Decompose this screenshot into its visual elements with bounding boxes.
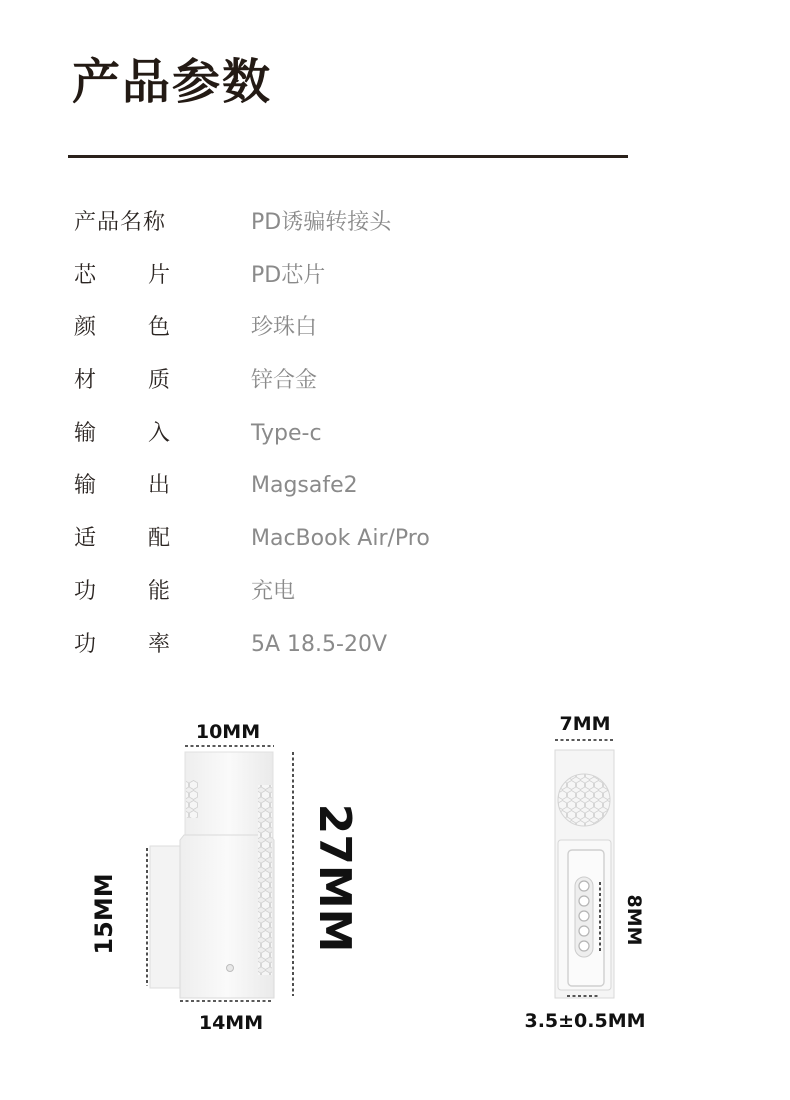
dimension-diagram — [0, 700, 790, 1060]
dim-label-bottom-width: 14MM — [198, 1012, 264, 1034]
spec-value: Magsafe2 — [251, 473, 358, 499]
spec-label — [74, 525, 170, 553]
spec-value: Type-c — [251, 420, 322, 446]
spec-table — [74, 203, 674, 677]
side-view-grip-left — [186, 780, 198, 818]
spec-label-char: 适 — [74, 526, 97, 552]
spec-label — [74, 631, 170, 659]
spec-value: MacBook Air/Pro — [251, 526, 430, 552]
side-view-plug — [150, 846, 184, 988]
spec-value: 珍珠白 — [251, 315, 318, 341]
connector-pin — [579, 941, 589, 951]
spec-row-chip — [74, 256, 674, 309]
dim-label-plug-height: 15MM — [90, 873, 118, 955]
spec-label-char: 输 — [74, 420, 97, 446]
spec-value: PD芯片 — [251, 262, 326, 288]
spec-label-char: 材 — [74, 368, 97, 394]
spec-value: 充电 — [251, 578, 296, 604]
spec-label-char: 输 — [74, 473, 97, 499]
spec-label — [74, 472, 170, 500]
spec-row-product-name — [74, 203, 674, 256]
dim-label-height: 27MM — [309, 803, 360, 953]
spec-label-char: 色 — [147, 315, 170, 341]
spec-label-char: 率 — [147, 631, 170, 657]
dim-label-front-width: 7MM — [559, 713, 611, 735]
spec-label-char: 片 — [147, 262, 170, 288]
front-view-adapter — [555, 750, 614, 998]
spec-label-char: 质 — [147, 368, 170, 394]
spec-label — [74, 314, 170, 342]
spec-label — [74, 367, 170, 395]
spec-label-char: 能 — [147, 578, 170, 604]
page-title: 产品参数 — [72, 54, 273, 110]
connector-pin — [579, 881, 589, 891]
spec-row-input — [74, 414, 674, 467]
spec-row-compatibility — [74, 519, 674, 572]
spec-label-char: 颜 — [74, 315, 97, 341]
spec-row-function — [74, 572, 674, 625]
spec-label-char: 配 — [147, 526, 170, 552]
spec-label-char: 功 — [74, 578, 97, 604]
spec-value: 锌合金 — [251, 368, 318, 394]
connector-pin — [579, 926, 589, 936]
led-indicator-dot — [227, 965, 234, 972]
front-view-grip-circle — [558, 774, 610, 826]
side-view-adapter — [150, 752, 274, 998]
title-divider — [68, 155, 628, 158]
spec-value: 5A 18.5-20V — [251, 631, 388, 657]
spec-label-char: 功 — [74, 631, 97, 657]
connector-pin — [579, 896, 589, 906]
spec-label-char: 入 — [147, 420, 170, 446]
dim-label-pin-length: 8MM — [623, 894, 645, 946]
spec-label-char: 芯 — [74, 262, 97, 288]
spec-row-color — [74, 308, 674, 361]
spec-label — [74, 262, 170, 290]
spec-row-power — [74, 625, 674, 678]
spec-row-output — [74, 466, 674, 519]
dim-label-top-width: 10MM — [195, 721, 261, 743]
spec-row-material — [74, 361, 674, 414]
spec-label — [74, 420, 170, 448]
spec-label-char: 出 — [147, 473, 170, 499]
dim-label-slot-width: 3.5±0.5MM — [524, 1010, 646, 1032]
spec-value: PD诱骗转接头 — [251, 210, 392, 235]
spec-label: 产品名称 — [74, 210, 167, 235]
connector-pin — [579, 911, 589, 921]
spec-label — [74, 578, 170, 606]
side-view-grip-right — [258, 785, 272, 975]
